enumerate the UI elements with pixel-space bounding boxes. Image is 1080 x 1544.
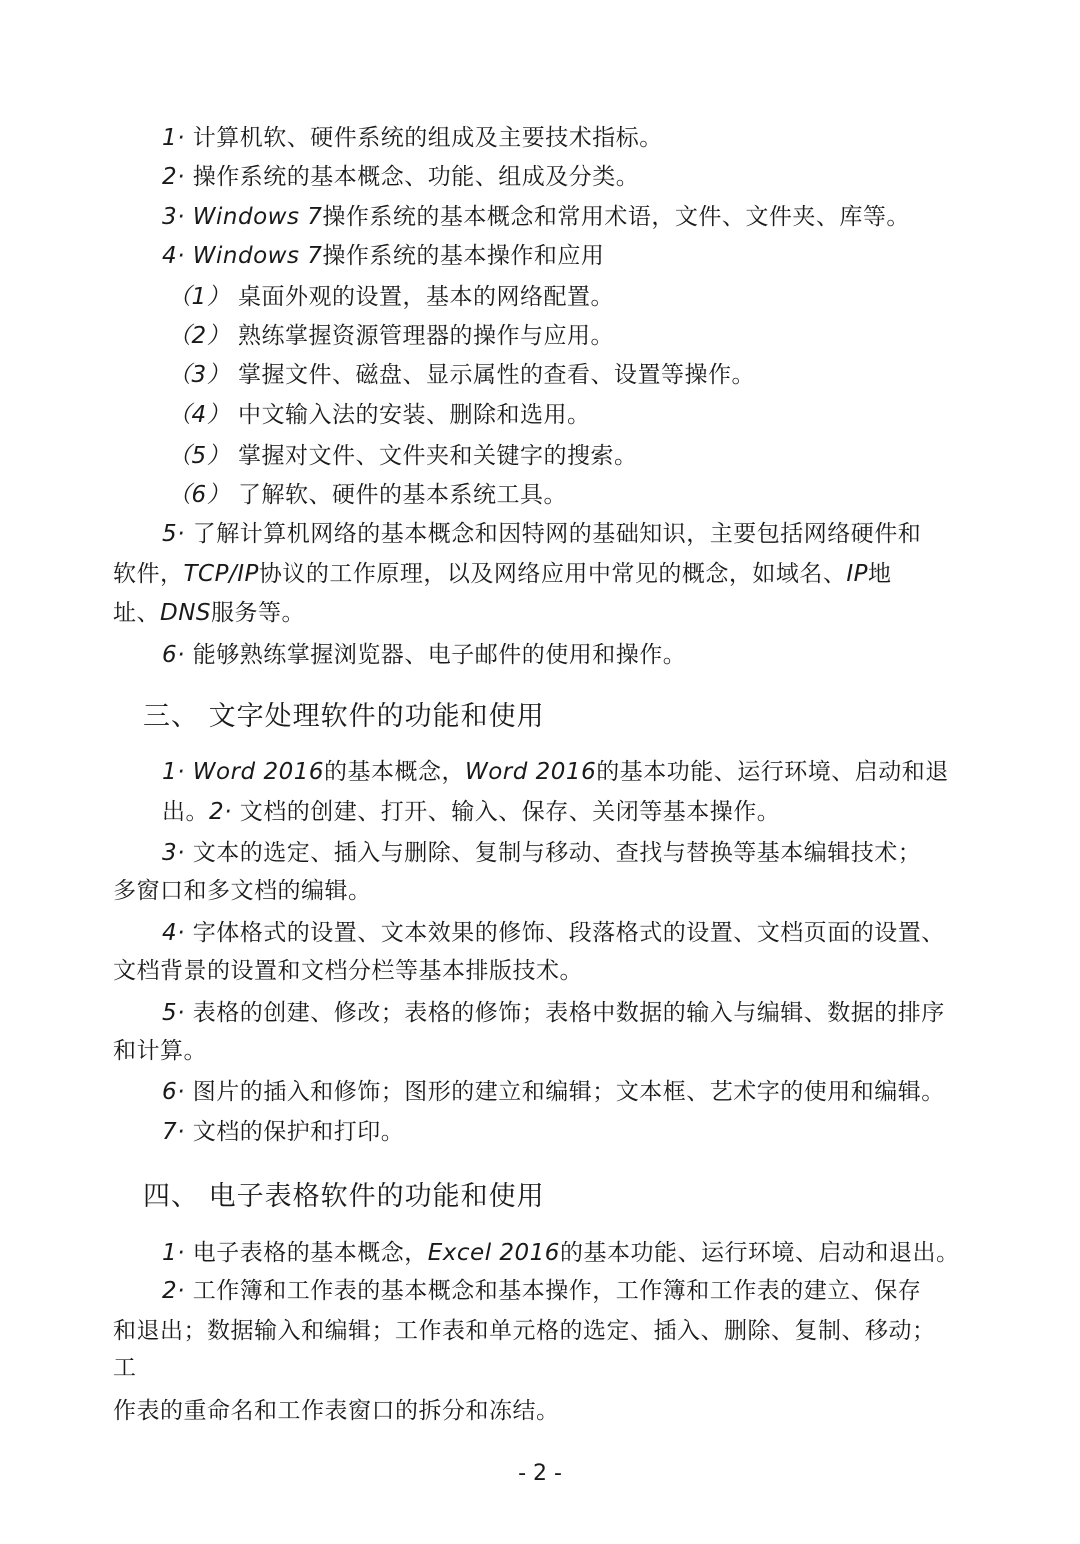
list-item	[162, 1117, 404, 1147]
text-run-latin: Word 2016	[464, 759, 597, 785]
sub-list-item	[168, 282, 614, 312]
item-number: 2·	[162, 1278, 185, 1304]
item-number: 6·	[162, 1079, 185, 1105]
item-text: 表格的创建、修改；表格的修饰；表格中数据的输入与编辑、数据的排序	[192, 1000, 945, 1026]
item-text: 文档的保护和打印。	[192, 1119, 405, 1145]
list-item	[162, 241, 604, 271]
list-item	[162, 640, 686, 670]
item-number: 5·	[162, 521, 185, 547]
sub-list-item	[168, 360, 755, 390]
item-text: 工作簿和工作表的基本概念和基本操作，工作簿和工作表的建立、保存	[192, 1278, 922, 1304]
text-run-latin: DNS	[160, 600, 212, 626]
list-item	[162, 162, 639, 192]
text-run: 电子表格的基本概念，	[192, 1240, 428, 1266]
item-latin: Windows 7	[192, 243, 323, 269]
item-text: 图片的插入和修饰；图形的建立和编辑；文本框、艺术字的使用和编辑。	[192, 1079, 945, 1105]
item-number: 1·	[162, 125, 185, 151]
text-run-latin: Word 2016	[192, 759, 324, 785]
list-item	[162, 797, 780, 827]
item-number: 6·	[162, 642, 185, 668]
text-run-latin: IP	[846, 561, 869, 587]
item-text: 操作系统的基本操作和应用	[322, 243, 605, 269]
text-run-latin: Excel 2016	[427, 1240, 560, 1266]
sub-item-number: （6）	[168, 482, 231, 508]
item-number: 4·	[162, 243, 185, 269]
text-run: 的基本功能、运行环境、启动和退出。	[559, 1240, 960, 1266]
item-text: 操作系统的基本概念、功能、组成及分类。	[192, 164, 640, 190]
item-text: 操作系统的基本概念和常用术语，文件、文件夹、库等。	[322, 204, 910, 230]
item-text: 文档背景的设置和文档分栏等基本排版技术。	[113, 958, 583, 984]
list-item	[162, 918, 945, 948]
item-number: 4·	[162, 920, 185, 946]
item-text: 计算机软、硬件系统的组成及主要技术指标。	[192, 125, 663, 151]
list-item	[162, 519, 921, 549]
sub-list-item	[168, 321, 614, 351]
sub-list-item	[168, 480, 567, 510]
item-number: 1·	[162, 759, 185, 785]
sub-item-number: （2）	[168, 323, 231, 349]
paragraph-line	[113, 956, 583, 986]
section-heading: 三、 文字处理软件的功能和使用	[143, 701, 545, 732]
item-number: 1·	[162, 1240, 185, 1266]
item-number: 2·	[162, 164, 185, 190]
list-item	[162, 202, 910, 232]
item-text: 多窗口和多文档的编辑。	[113, 878, 372, 904]
text-run: 地	[868, 561, 892, 587]
sub-item-text: 中文输入法的安装、删除和选用。	[237, 402, 591, 428]
sub-item-text: 桌面外观的设置，基本的网络配置。	[237, 284, 614, 310]
text-run: 出。	[162, 799, 209, 825]
list-item	[162, 998, 945, 1028]
sub-item-text: 熟练掌握资源管理器的操作与应用。	[237, 323, 614, 349]
sub-list-item	[168, 400, 590, 430]
paragraph-line	[113, 1396, 560, 1426]
sub-item-number: （3）	[168, 362, 231, 388]
item-text: 能够熟练掌握浏览器、电子邮件的使用和操作。	[192, 642, 687, 668]
text-run-latin: TCP/IP	[183, 561, 259, 587]
item-number: 7·	[162, 1119, 185, 1145]
sub-item-number: （4）	[168, 402, 231, 428]
text-run: 的基本功能、运行环境、启动和退	[596, 759, 949, 785]
item-latin: Windows 7	[192, 204, 323, 230]
sub-item-text: 掌握文件、磁盘、显示属性的查看、设置等操作。	[237, 362, 755, 388]
text-run: 软件，	[113, 561, 184, 587]
text-run: 址、	[113, 600, 160, 626]
item-number: 3·	[162, 840, 185, 866]
item-text: 文本的选定、插入与删除、复制与移动、查找与替换等基本编辑技术；	[192, 840, 922, 866]
section-heading: 四、 电子表格软件的功能和使用	[143, 1181, 545, 1212]
item-text: 作表的重命名和工作表窗口的拆分和冻结。	[113, 1398, 560, 1424]
paragraph-line	[113, 876, 372, 906]
sub-list-item	[168, 441, 637, 471]
list-item	[162, 1238, 959, 1268]
list-item	[162, 757, 949, 787]
list-item	[162, 1276, 921, 1306]
text-run: 的基本概念，	[323, 759, 465, 785]
sub-item-number: （1）	[168, 284, 231, 310]
text-run: 协议的工作原理，以及网络应用中常见的概念，如域名、	[258, 561, 847, 587]
paragraph-line	[113, 559, 892, 589]
sub-item-number: （5）	[168, 443, 231, 469]
paragraph-line	[113, 598, 305, 628]
item-text: 文档的创建、打开、输入、保存、关闭等基本操作。	[239, 799, 781, 825]
item-number: 3·	[162, 204, 185, 230]
paragraph-line	[113, 1316, 936, 1346]
list-item	[162, 838, 921, 868]
item-text: 和计算。	[113, 1038, 207, 1064]
item-number: 5·	[162, 1000, 185, 1026]
item-text: 工	[113, 1355, 137, 1381]
paragraph-line	[113, 1036, 207, 1066]
sub-item-text: 了解软、硬件的基本系统工具。	[237, 482, 567, 508]
list-item	[162, 123, 663, 153]
text-run: 服务等。	[211, 600, 306, 626]
item-number: 2·	[209, 799, 232, 825]
item-text: 了解计算机网络的基本概念和因特网的基础知识，主要包括网络硬件和	[192, 521, 922, 547]
item-text: 和退出；数据输入和编辑；工作表和单元格的选定、插入、删除、复制、移动；	[113, 1318, 936, 1344]
page-number: - 2 -	[518, 1461, 562, 1486]
paragraph-line	[113, 1353, 137, 1383]
sub-item-text: 掌握对文件、文件夹和关键字的搜索。	[237, 443, 638, 469]
item-text: 字体格式的设置、文本效果的修饰、段落格式的设置、文档页面的设置、	[192, 920, 945, 946]
list-item	[162, 1077, 945, 1107]
